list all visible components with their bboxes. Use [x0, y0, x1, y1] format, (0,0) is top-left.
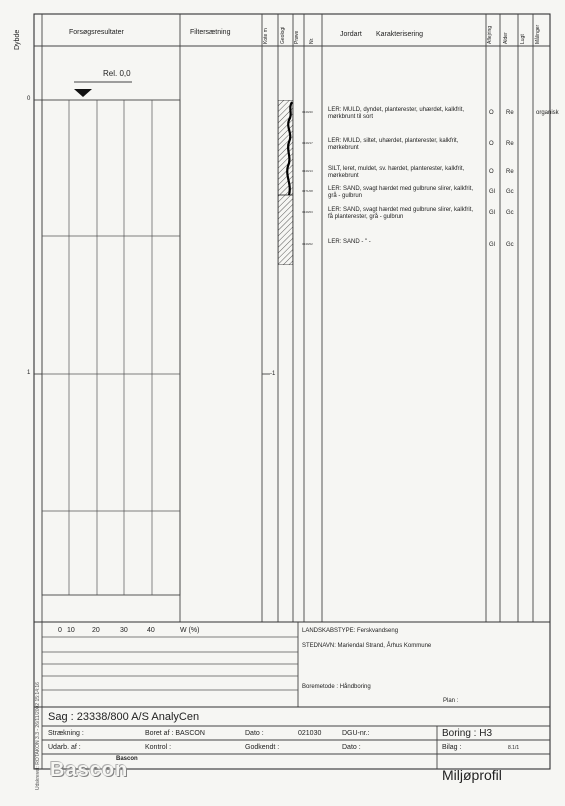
layer-row — [300, 207, 550, 235]
kote-header: Kote m — [263, 28, 269, 44]
dgu-nr: DGU-nr.: — [342, 730, 370, 737]
layer-code-age: Re — [506, 110, 514, 116]
proeve-header: Prøve — [294, 30, 300, 44]
depth-tick-0: 0 — [27, 96, 31, 102]
layer-code-deposition: Gl — [489, 210, 495, 216]
layer-description: LER: SAND - " - — [328, 239, 371, 245]
landskabstype: LANDSKABSTYPE: Ferskvandseng — [302, 628, 399, 634]
sample-id: 0349/03 — [302, 210, 313, 214]
stednavn: STEDNAVN: Mariendal Strand, Århus Kommune — [302, 643, 432, 649]
filtersaetning-header: Filtersætning — [190, 29, 231, 36]
print-stamp: Udskrevet: ROTAKON 3.3 - 26/11/2002 15:14:16 — [35, 682, 41, 790]
layer-row — [300, 138, 550, 164]
layer-code-deposition: Gl — [489, 242, 495, 248]
sample-id: 0349/20 — [302, 110, 313, 114]
plan: Plan : — [443, 698, 459, 704]
dato-2: Dato : — [342, 744, 361, 751]
layer-code-age: Re — [506, 141, 514, 147]
layer-code-age: Gc — [506, 242, 514, 248]
bilag-value: 8.1/1 — [508, 745, 520, 751]
w-tick-20: 20 — [92, 627, 100, 634]
layer-row — [300, 186, 550, 206]
jordart-header: Jordart — [340, 31, 362, 38]
w-tick-10: 10 — [67, 627, 75, 634]
layer-row — [300, 107, 559, 137]
dybde-header: Dybde — [14, 29, 21, 50]
karakterisering-header: Karakterisering — [376, 31, 424, 38]
aflejring-header: Aflejring — [487, 25, 493, 44]
sample-id: 0349/13 — [302, 169, 313, 173]
kontrol: Kontrol : — [145, 744, 172, 751]
kote-tick: -1 — [270, 371, 276, 377]
layer-code-smell: organisk — [536, 110, 559, 116]
layer-code-age: Re — [506, 169, 514, 175]
reference-label: Rel. 0,0 — [103, 69, 131, 78]
boret-af: Boret af : BASCON — [145, 730, 205, 737]
layer-code-deposition: O — [489, 110, 494, 116]
forsoegsresultater-header: Forsøgsresultater — [69, 29, 124, 36]
layer-code-deposition: Gl — [489, 189, 495, 195]
company-small-label: Bascon — [116, 756, 138, 762]
geology-column — [278, 100, 293, 265]
layer-code-deposition: O — [489, 141, 494, 147]
layer-code-age: Gc — [506, 189, 514, 195]
sample-id: 0349/02 — [302, 242, 313, 246]
layer-description: LER: MULD, siltet, uhærdet, planterester, kalkfrit, mørkebrunt — [328, 138, 459, 152]
layer-description: LER: MULD, dyndet, planterester, uhærdet, kalkfrit, mørkbrunt til sort — [328, 107, 465, 121]
company-logo: Bascon — [50, 759, 129, 781]
sheet-title: Miljøprofil — [442, 767, 502, 783]
sample-id: 0371/08 — [302, 189, 313, 193]
godkendt: Godkendt : — [245, 744, 280, 751]
dato-label: Dato : — [245, 730, 264, 737]
w-axis-unit: W (%) — [180, 627, 200, 634]
layer-code-age: Gc — [506, 210, 514, 216]
sag: Sag : 23338/800 A/S AnalyCen — [48, 711, 200, 723]
geologi-header: Geologi — [280, 26, 286, 44]
layer-row — [300, 166, 550, 186]
bilag-label: Bilag : — [442, 744, 462, 751]
straekning-label: Strækning : — [48, 730, 84, 737]
w-tick-40: 40 — [147, 627, 155, 634]
lugt-header: Lugt — [520, 34, 526, 44]
layer-description: LER: SAND, svagt hærdet med gulbrune slirer, kalkfrit, få planterester, grå - gulbrun — [328, 207, 474, 221]
boring-id: Boring : H3 — [442, 728, 493, 739]
layer-code-deposition: O — [489, 169, 494, 175]
boremetode: Boremetode : Håndboring — [302, 684, 371, 690]
w-tick-30: 30 — [120, 627, 128, 634]
sample-id: 0349/17 — [302, 141, 313, 145]
depth-tick-1: 1 — [27, 370, 31, 376]
udarb-af: Udarb. af : — [48, 744, 81, 751]
nr-header: Nr. — [309, 37, 315, 44]
dato-value: 021030 — [298, 730, 322, 737]
layer-row — [300, 239, 550, 251]
w-tick-0: 0 — [58, 627, 62, 634]
layer-description: SILT, leret, muldet, sv. hærdet, planterester, kalkfrit, mørkebrunt — [328, 166, 465, 180]
maalinger-header: Målinger — [535, 24, 541, 44]
layer-description: LER: SAND, svagt hærdet med gulbrune slirer, kalkfrit, grå - gulbrun — [328, 186, 474, 200]
alder-header: Alder — [503, 32, 509, 44]
